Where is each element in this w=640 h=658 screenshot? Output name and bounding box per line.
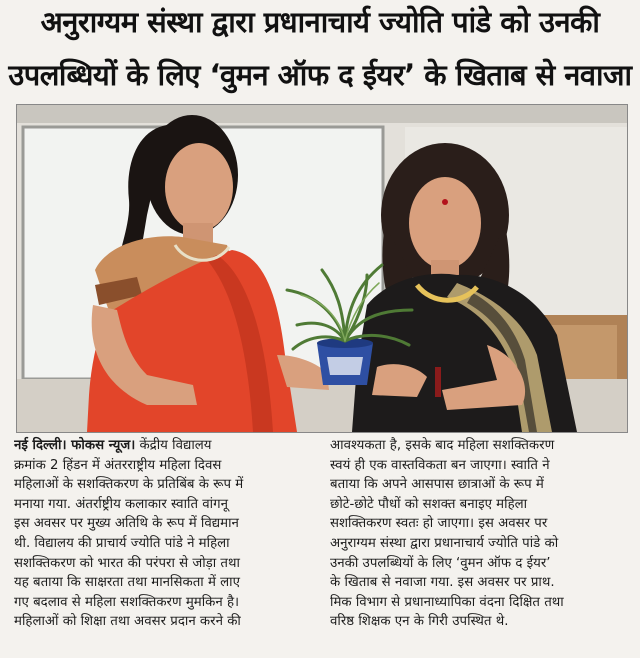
- face-left: [165, 143, 233, 231]
- article-line: मिक विभाग से प्रधानाध्यापिका वंदना दिक्षित तथा: [330, 594, 564, 610]
- article-line: छोटे-छोटे पौधों को सशक्त बनाइए महिला: [330, 496, 528, 512]
- article-line: महिलाओं के सशक्तिकरण के प्रतिबिंब के रूप में: [14, 477, 244, 493]
- article-line: बताया कि अपने आसपास छात्राओं के रूप में: [330, 477, 544, 493]
- photo-illustration: [17, 105, 627, 432]
- article-line: आवश्यकता है, इसके बाद महिला सशक्तिकरण: [330, 438, 555, 453]
- dateline: नई दिल्ली। फोकस न्यूज।: [14, 438, 136, 453]
- news-photo: [16, 104, 628, 433]
- article-line: वरिष्ठ शिक्षक एन के गिरी उपस्थित थे.: [330, 614, 509, 630]
- article-line: गए बदलाव से महिला सशक्तिकरण मुमकिन है।: [14, 594, 240, 610]
- article-line: स्वयं ही एक वास्तविकता बन जाएगा। स्वाति ने: [330, 457, 550, 473]
- article-line: सशक्तिकरण को भारत की परंपरा से जोड़ा तथा: [14, 555, 240, 571]
- article-text: केंद्रीय विद्यालय: [139, 438, 212, 453]
- article-line: सशक्तिकरण स्वतः हो जाएगा। इस अवसर पर: [330, 516, 548, 532]
- article-line: क्रमांक 2 हिंडन में अंतरराष्ट्रीय महिला दिवस: [14, 457, 222, 473]
- article-body: [14, 436, 628, 658]
- article-line: उनकी उपलब्धियों के लिए ‘वुमन ऑफ द ईयर’: [330, 555, 551, 571]
- article-line: महिलाओं को शिक्षा तथा अवसर प्रदान करने की: [14, 614, 241, 630]
- article-line: [14, 436, 312, 456]
- headline-line-2: उपलब्धियों के लिए ‘वुमन ऑफ द ईयर’ के खिताब से नवाजा: [8, 58, 632, 92]
- article-column-right: [330, 436, 628, 632]
- headline-line-1: अनुराग्यम संस्था द्वारा प्रधानाचार्य ज्योति पांडे को उनकी: [40, 5, 600, 39]
- article-line: इस अवसर पर मुख्य अतिथि के रूप में विद्यमान: [14, 516, 239, 532]
- face-right: [409, 177, 481, 269]
- article-column-left: [14, 436, 312, 632]
- article-line: अनुराग्यम संस्था द्वारा प्रधानाचार्य ज्योति पांडे को: [330, 535, 559, 551]
- article-line: थी. विद्यालय की प्राचार्य ज्योति पांडे ने महिला: [14, 535, 230, 551]
- article-line: के खिताब से नवाजा गया. इस अवसर पर प्राथ.: [330, 575, 555, 591]
- article-line: यह बताया कि साक्षरता तथा मानसिकता में लाए: [14, 575, 240, 591]
- article-line: मनाया गया. अंतर्राष्ट्रीय कलाकार स्वाति वांगनू: [14, 496, 228, 512]
